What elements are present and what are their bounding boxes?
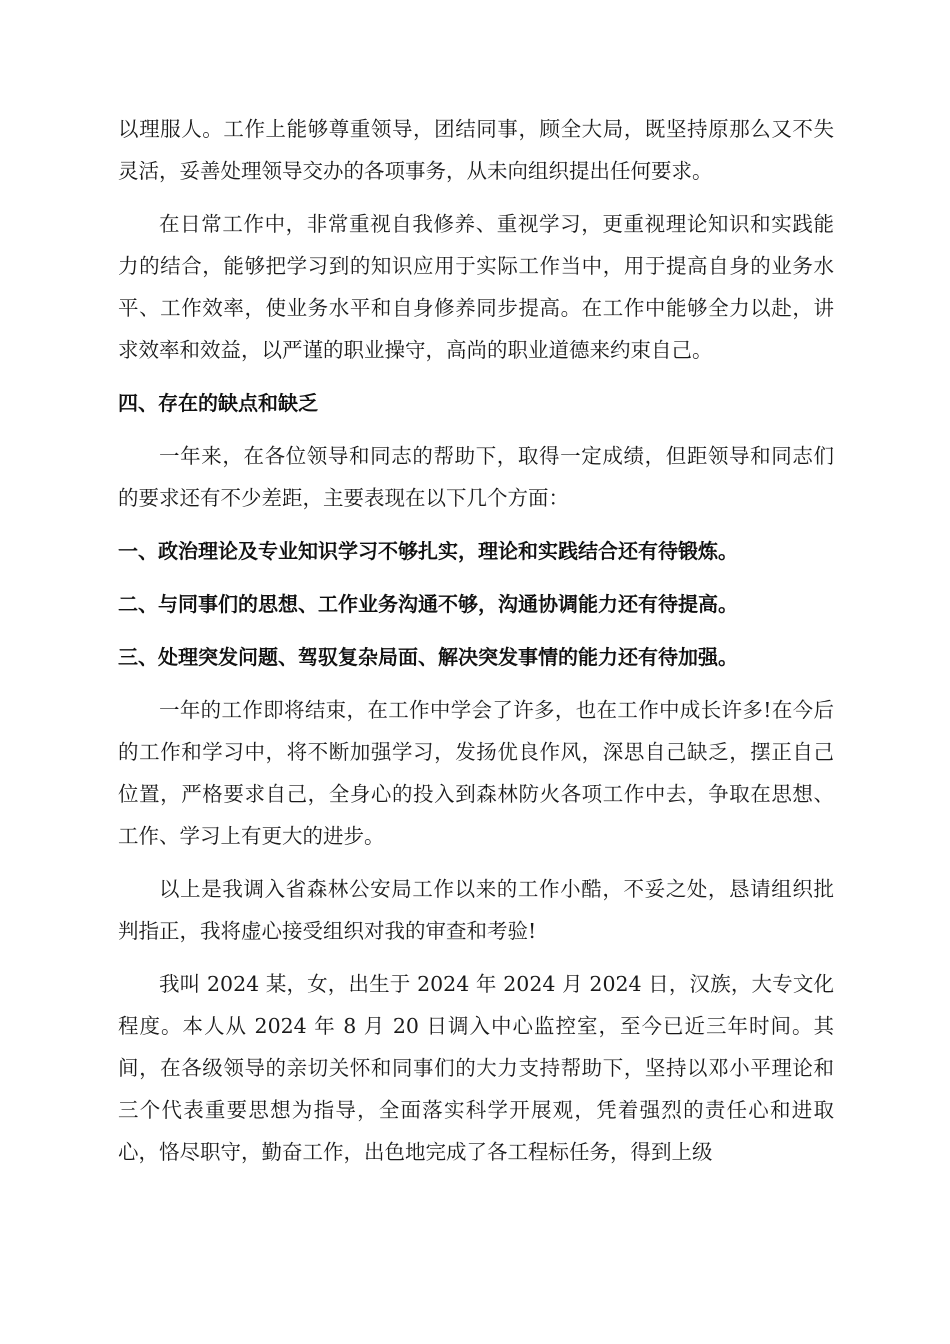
paragraph: 在日常工作中，非常重视自我修养、重视学习，更重视理论知识和实践能力的结合，能够把学习到的知识应用于实际工作当中，用于提高自身的业务水平、工作效率，使业务水平和自身修养同步提高。在工作中能够全力以赴，讲求效率和效益，以严谨的职业操守，高尚的职业道德来约束自己。: [118, 212, 834, 362]
paragraph: 一年的工作即将结束，在工作中学会了许多，也在工作中成长许多!在今后的工作和学习中，将不断加强学习，发扬优良作风，深思自己缺乏，摆正自己位置，严格要求自己，全身心的投入到森林防火各项工作中去，争取在思想、工作、学习上有更大的进步。: [118, 698, 834, 848]
document-body: [118, 108, 834, 1184]
paragraph: 一年来，在各位领导和同志的帮助下，取得一定成绩，但距领导和同志们的要求还有不少差距，主要表现在以下几个方面：: [118, 444, 834, 510]
shortcoming-item: 一、政治理论及专业知识学习不够扎实，理论和实践结合还有待锻炼。: [118, 539, 738, 563]
paragraph: 以上是我调入省森林公安局工作以来的工作小酷，不妥之处，恳请组织批判指正，我将虚心接受组织对我的审查和考验!: [118, 877, 834, 943]
shortcoming-item: 三、处理突发问题、驾驭复杂局面、解决突发事情的能力还有待加强。: [118, 645, 738, 669]
paragraph: 我叫 2024 某，女，出生于 2024 年 2024 月 2024 日，汉族，大专文化程度。本人从 2024 年 8 月 20 日调入中心监控室，至今已近三年时间。其间，在各级领导的亲切关怀和同事们的大力支持帮助下，坚持以邓小平理论和三个代表重要思想为指导，全面落实科学开展观，凭着强烈的责任心和进取心，恪尽职守，勤奋工作，出色地完成了各工程标任务，得到上级: [118, 972, 834, 1164]
section-heading: 四、存在的缺点和缺乏: [118, 391, 318, 415]
paragraph: 以理服人。工作上能够尊重领导，团结同事，顾全大局，既坚持原那么又不失灵活，妥善处理领导交办的各项事务，从未向组织提出任何要求。: [118, 117, 834, 183]
shortcoming-item: 二、与同事们的思想、工作业务沟通不够，沟通协调能力还有待提高。: [118, 592, 738, 616]
